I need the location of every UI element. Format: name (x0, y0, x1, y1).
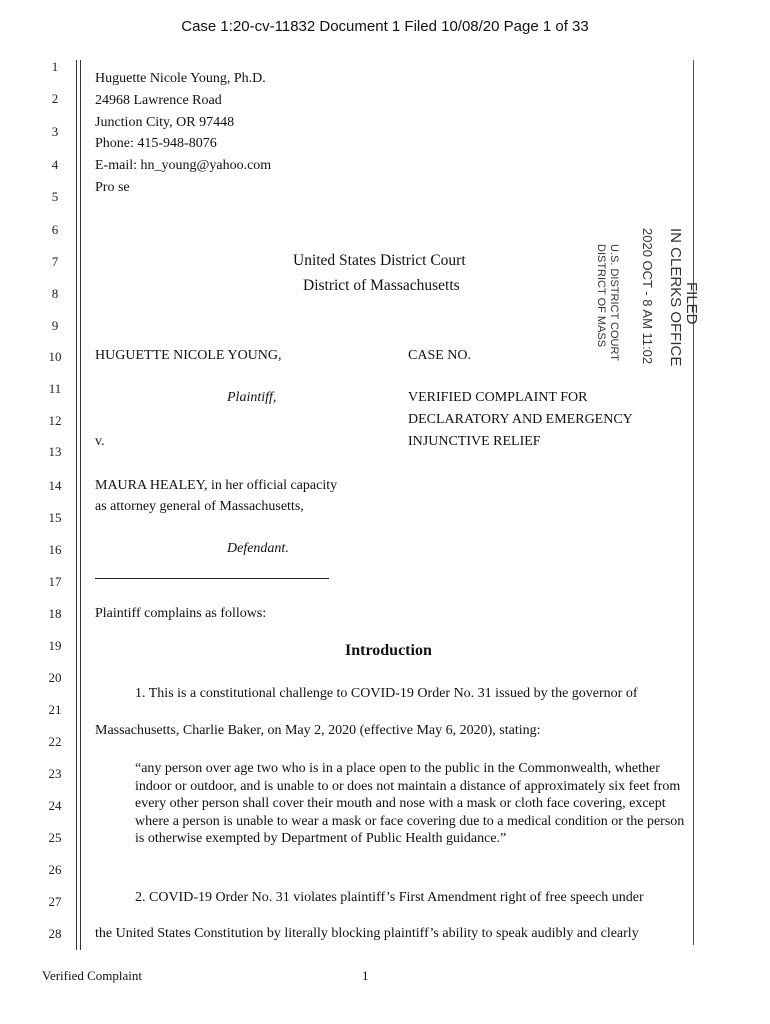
stamp-date-time: 2020 OCT - 8 AM 11:02 (640, 228, 655, 365)
filer-address-1: 24968 Lawrence Road (95, 93, 222, 108)
left-margin-rule-1 (76, 60, 77, 950)
paragraph-1-line-2: Massachusetts, Charlie Baker, on May 2, 2020 (effective May 6, 2020), stating: (95, 723, 541, 738)
document-title-line-2: DECLARATORY AND EMERGENCY (408, 412, 633, 427)
line-number: 14 (48, 478, 62, 493)
line-number: 8 (51, 286, 59, 301)
filer-status: Pro se (95, 180, 130, 195)
plaintiff-name: HUGUETTE NICOLE YOUNG, (95, 348, 282, 363)
paragraph-2-line-2: the United States Constitution by literally blocking plaintiff’s ability to speak audibly and clearly (95, 926, 639, 941)
line-number: 17 (48, 574, 62, 589)
line-number: 12 (48, 413, 62, 428)
line-number: 13 (48, 444, 62, 459)
line-number: 3 (51, 124, 59, 139)
intro-line: Plaintiff complains as follows: (95, 606, 267, 621)
filer-phone: Phone: 415-948-8076 (95, 136, 217, 151)
right-margin-rule (693, 60, 694, 945)
page-number: 1 (362, 968, 369, 983)
filer-email: E-mail: hn_young@yahoo.com (95, 158, 272, 173)
court-name: United States District Court (293, 252, 466, 269)
line-number: 21 (48, 702, 62, 717)
line-number: 10 (48, 349, 62, 364)
line-number: 26 (48, 862, 62, 877)
case-number-label: CASE NO. (408, 348, 472, 363)
plaintiff-role: Plaintiff, (227, 390, 277, 405)
case-header: Case 1:20-cv-11832 Document 1 Filed 10/08/20 Page 1 of 33 (181, 18, 589, 35)
line-number: 27 (48, 894, 62, 909)
versus: v. (95, 434, 105, 449)
court-district: District of Massachusetts (303, 277, 460, 294)
line-number: 28 (48, 926, 62, 941)
footer-label: Verified Complaint (42, 968, 143, 983)
line-number: 20 (48, 670, 62, 685)
line-number: 6 (51, 222, 59, 237)
line-number: 25 (48, 830, 62, 845)
defendant-line-2: as attorney general of Massachusetts, (95, 499, 304, 514)
line-number: 23 (48, 766, 62, 781)
stamp-court: U.S. DISTRICT COURT (608, 244, 620, 361)
line-number: 16 (48, 542, 62, 557)
paragraph-1-line-1: 1. This is a constitutional challenge to COVID-19 Order No. 31 issued by the governor of (135, 686, 638, 701)
line-number: 7 (51, 254, 59, 269)
section-heading: Introduction (345, 642, 432, 659)
line-number: 2 (51, 91, 59, 106)
filer-address-2: Junction City, OR 97448 (95, 115, 235, 130)
stamp-clerks-office: IN CLERKS OFFICE (667, 228, 684, 367)
stamp-filed: FILED (683, 282, 700, 325)
stamp-district: DISTRICT OF MASS (595, 244, 607, 348)
line-number: 5 (51, 189, 59, 204)
filer-name: Huguette Nicole Young, Ph.D. (95, 71, 266, 86)
paragraph-2-line-1: 2. COVID-19 Order No. 31 violates plaintiff’s First Amendment right of free speech under (135, 890, 644, 905)
block-quote: “any person over age two who is in a place open to the public in the Commonwealth, whether indoor or outdoor, and is unable to or does not maintain a distance of approximately six feet from every other person shall cover their mouth and nose with a mask or cloth face covering, except where a person is unable to wear a mask or face covering due to a medical condition or the person is otherwise exempted by Department of Public Health guidance.” (135, 761, 685, 846)
document-title-line-3: INJUNCTIVE RELIEF (408, 434, 541, 449)
line-number: 9 (51, 318, 59, 333)
line-number: 18 (48, 606, 62, 621)
line-number: 4 (51, 157, 59, 172)
line-number: 11 (48, 381, 62, 396)
line-number: 15 (48, 510, 62, 525)
defendant-role: Defendant. (227, 541, 289, 556)
line-number: 1 (51, 59, 59, 74)
left-margin-rule-2 (80, 60, 81, 950)
caption-divider (95, 578, 329, 579)
line-number: 22 (48, 734, 62, 749)
line-number: 19 (48, 638, 62, 653)
document-title-line-1: VERIFIED COMPLAINT FOR (408, 390, 588, 405)
defendant-line-1: MAURA HEALEY, in her official capacity (95, 478, 338, 493)
line-number: 24 (48, 798, 62, 813)
